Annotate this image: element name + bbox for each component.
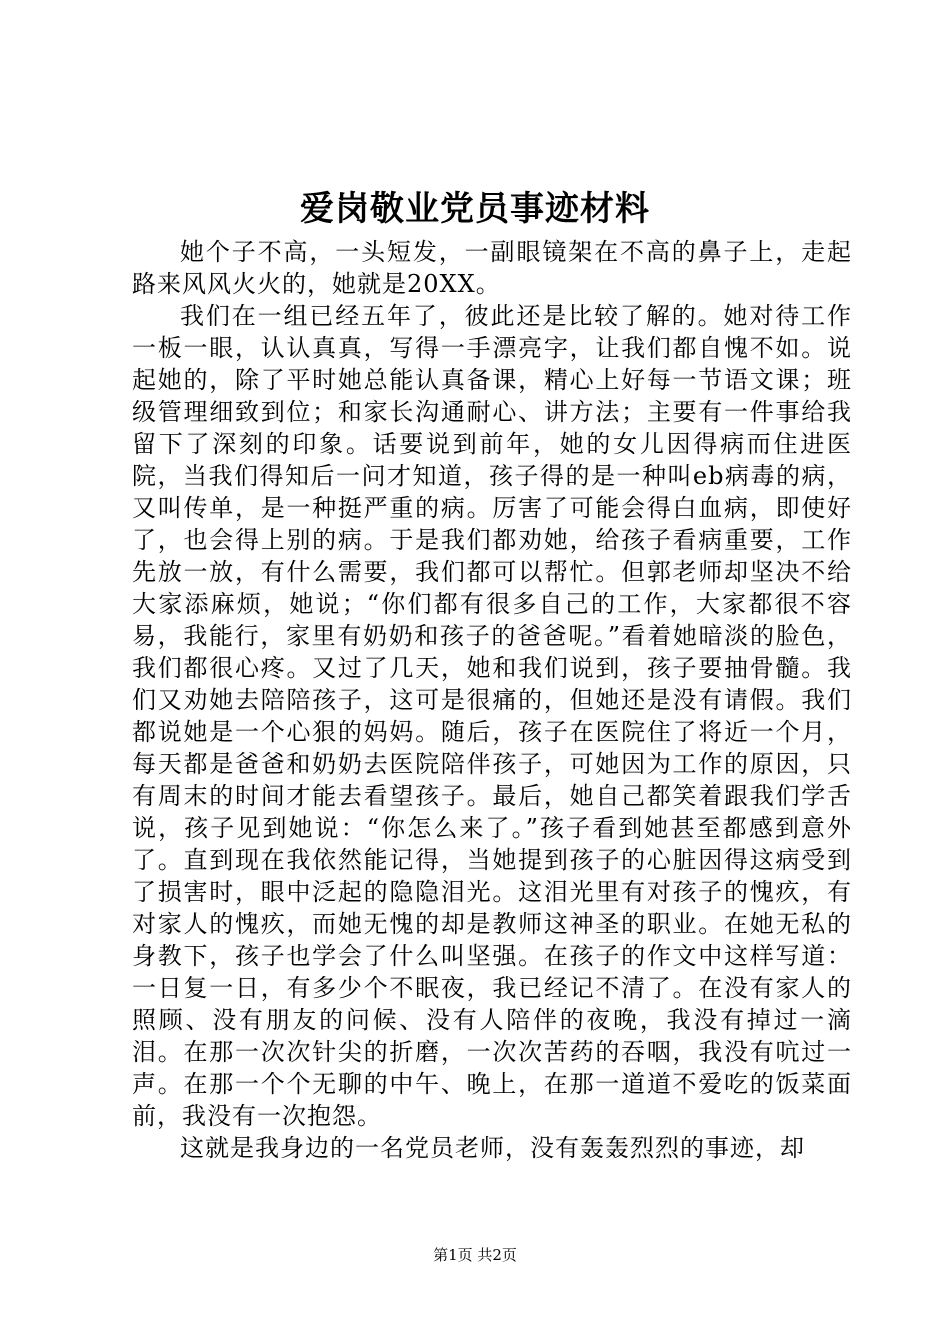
page-footer: 第1页 共2页 [433, 1246, 517, 1264]
paragraph-1: 她个子不高，一头短发，一副眼镜架在不高的鼻子上，走起路来风风火火的，她就是20XX。 [132, 238, 852, 298]
paragraph-3: 这就是我身边的一名党员老师，没有轰轰烈烈的事迹，却 [180, 1134, 805, 1162]
document-title: 爱岗敬业党员事迹材料 [300, 189, 650, 229]
paragraph-2: 我们在一组已经五年了，彼此还是比较了解的。她对待工作一板一眼，认认真真，写得一手漂亮字，让我们都自愧不如。说起她的，除了平时她总能认真备课，精心上好每一节语文课；班级管理细致到位；和家长沟通耐心、讲方法；主要有一件事给我留下了深刻的印象。话要说到前年，她的女儿因得病而住进医院，当我们得知后一问才知道，孩子得的是一种叫eb病毒的病，又叫传单，是一种挺严重的病。厉害了可能会得白血病，即使好了，也会得上别的病。于是我们都劝她，给孩子看病重要，工作先放一放，有什么需要，我们都可以帮忙。但郭老师却坚决不给大家添麻烦，她说；“你们都有很多自己的工作，大家都很不容易，我能行，家里有奶奶和孩子的爸爸呢。”看着她暗淡的脸色，我们都很心疼。又过了几天，她和我们说到，孩子要抽骨髓。我们又劝她去陪陪孩子，这可是很痛的，但她还是没有请假。我们都说她是一个心狠的妈妈。随后，孩子在医院住了将近一个月，每天都是爸爸和奶奶去医院陪伴孩子，可她因为工作的原因，只有周末的时间才能去看望孩子。最后，她自己都笑着跟我们学舌说，孩子见到她说：“你怎么来了。”孩子看到她甚至都感到意外了。直到现在我依然能记得，当她提到孩子的心脏因得这病受到了损害时，眼中泛起的隐隐泪光。这泪光里有对孩子的愧疚，有对家人的愧疚，而她无愧的却是教师这神圣的职业。在她无私的身教下，孩子也学会了什么叫坚强。在孩子的作文中这样写道：一日复一日，有多少个不眠夜，我已经记不清了。在没有家人的照顾、没有朋友的问候、没有人陪伴的夜晚，我没有掉过一滴泪。在那一次次针尖的折磨，一次次苦药的吞咽，我没有吭过一声。在那一个个无聊的中午、晚上，在那一道道不爱吃的饭菜面前，我没有一次抱怨。 [132, 302, 852, 1130]
document-body [132, 236, 852, 1164]
